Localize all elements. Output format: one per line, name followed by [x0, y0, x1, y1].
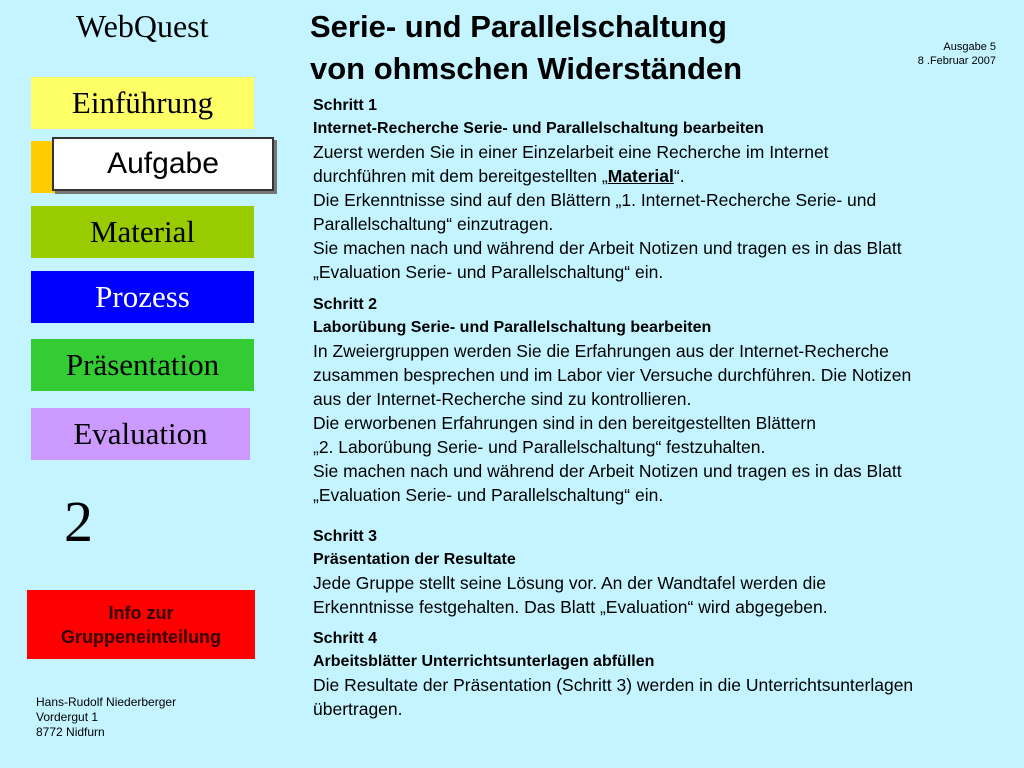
group-info-button[interactable] [27, 590, 255, 659]
author-city: 8772 Nidfurn [36, 725, 105, 739]
page-title-line2: von ohmschen Widerständen [310, 51, 743, 86]
step-1-text-5: Sie machen nach und während der Arbeit Notizen und tragen es in das Blatt [313, 238, 902, 258]
step-2-subtitle: Laborübung Serie- und Parallelschaltung bearbeiten [313, 319, 712, 336]
step-1-text-6: „Evaluation Serie- und Parallelschaltung“ ein. [313, 262, 664, 282]
author-street: Vordergut 1 [36, 710, 99, 724]
edition-info [918, 40, 996, 68]
page-title [310, 6, 742, 90]
nav-praesentation-button[interactable]: Präsentation [31, 339, 254, 391]
step-2-text-3: aus der Internet-Recherche sind zu kontrollieren. [313, 389, 692, 409]
nav-evaluation-button[interactable]: Evaluation [31, 408, 250, 460]
step-2 [313, 293, 1013, 507]
page-title-line1: Serie- und Parallelschaltung [310, 9, 727, 44]
step-2-text-1: In Zweiergruppen werden Sie die Erfahrungen aus der Internet-Recherche [313, 341, 889, 361]
step-1-text-1: Zuerst werden Sie in einer Einzelarbeit eine Recherche im Internet [313, 142, 829, 162]
step-2-title: Schritt 2 [313, 296, 378, 313]
step-3-title: Schritt 3 [313, 528, 378, 545]
step-1-text-4: Parallelschaltung“ einzutragen. [313, 214, 554, 234]
step-3-subtitle: Präsentation der Resultate [313, 551, 516, 568]
step-1-subtitle: Internet-Recherche Serie- und Parallelschaltung bearbeiten [313, 120, 764, 137]
step-3-text-2: Erkenntnisse festgehalten. Das Blatt „Evaluation“ wird abgegeben. [313, 597, 828, 617]
step-2-text-2: zusammen besprechen und im Labor vier Versuche durchführen. Die Notizen [313, 365, 912, 385]
step-1-title: Schritt 1 [313, 97, 378, 114]
edition-label: Ausgabe 5 [943, 41, 996, 53]
step-1 [313, 94, 1013, 284]
nav-prozess-button[interactable]: Prozess [31, 271, 254, 323]
author-name: Hans-Rudolf Niederberger [36, 695, 177, 709]
brand-label: WebQuest [76, 8, 209, 44]
step-1-text-2: durchführen mit dem bereitgestellten „Material“. [313, 166, 685, 186]
author-address [36, 695, 176, 740]
edition-date: 8 .Februar 2007 [917, 55, 996, 67]
step-2-text-5: „2. Laborübung Serie- und Parallelschaltung“ festzuhalten. [313, 437, 766, 457]
step-3-text-1: Jede Gruppe stellt seine Lösung vor. An der Wandtafel werden die [313, 573, 827, 593]
step-3 [313, 525, 1013, 619]
step-4-title: Schritt 4 [313, 630, 378, 647]
step-4-text-1: Die Resultate der Präsentation (Schritt 3) werden in die Unterrichtsunterlagen [313, 675, 914, 695]
step-2-text-7: „Evaluation Serie- und Parallelschaltung“ ein. [313, 485, 664, 505]
group-info-line2: Gruppeneinteilung [61, 626, 221, 647]
nav-material-button[interactable]: Material [31, 206, 254, 258]
step-2-text-6: Sie machen nach und während der Arbeit Notizen und tragen es in das Blatt [313, 461, 902, 481]
nav-einfuehrung-button[interactable]: Einführung [31, 77, 254, 129]
step-4 [313, 627, 1013, 721]
step-4-subtitle: Arbeitsblätter Unterrichtsunterlagen abfüllen [313, 653, 655, 670]
step-1-text-3: Die Erkenntnisse sind auf den Blättern „1. Internet-Recherche Serie- und [313, 190, 877, 210]
page-number: 2 [64, 489, 93, 554]
step-2-text-4: Die erworbenen Erfahrungen sind in den bereitgestellten Blättern [313, 413, 816, 433]
material-link[interactable]: Material [607, 166, 674, 186]
group-info-line1: Info zur [108, 602, 174, 623]
nav-aufgabe-button[interactable]: Aufgabe [52, 137, 274, 191]
step-4-text-2: übertragen. [313, 699, 403, 719]
steps-content [313, 94, 1013, 721]
